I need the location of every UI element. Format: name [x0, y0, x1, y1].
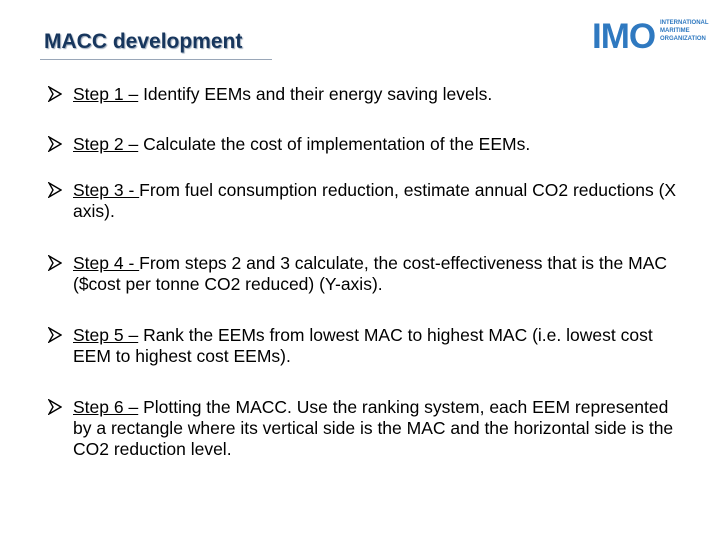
title-underline	[40, 59, 272, 60]
step-label: Step 1 –	[73, 84, 139, 104]
arrow-bullet-icon	[48, 399, 62, 415]
step-label: Step 4 -	[73, 253, 140, 273]
step-text: From fuel consumption reduction, estimate annual CO2 reductions (X axis).	[73, 180, 677, 221]
imo-logo	[592, 15, 712, 59]
step-text: Plotting the MACC. Use the ranking system, each EEM represented by a rectangle where its vertical side is the MAC and the horizontal side is the CO2 reduction level.	[73, 397, 674, 459]
step-text: Identify EEMs and their energy saving levels.	[138, 84, 493, 104]
logo-org-text	[660, 19, 712, 43]
step-label: Step 6 –	[73, 397, 139, 417]
slide-title: MACC development	[44, 30, 243, 53]
step-text: Calculate the cost of implementation of the EEMs.	[138, 134, 531, 154]
step-label: Step 3 -	[73, 180, 140, 200]
logo-mark: IMO	[592, 17, 656, 56]
logo-line-1: INTERNATIONAL	[660, 20, 709, 26]
arrow-bullet-icon	[48, 136, 62, 152]
logo-line-3: ORGANIZATION	[660, 36, 706, 42]
logo-line-2: MARITIME	[660, 28, 690, 34]
step-label: Step 5 –	[73, 325, 139, 345]
step-text: Rank the EEMs from lowest MAC to highest MAC (i.e. lowest cost EEM to highest cost EEMs).	[73, 325, 653, 366]
arrow-bullet-icon	[48, 327, 62, 343]
step-text: From steps 2 and 3 calculate, the cost-effectiveness that is the MAC ($cost per tonne CO2 reduced) (Y-axis).	[73, 253, 668, 294]
arrow-bullet-icon	[48, 255, 62, 271]
step-label: Step 2 –	[73, 134, 139, 154]
arrow-bullet-icon	[48, 86, 62, 102]
arrow-bullet-icon	[48, 182, 62, 198]
